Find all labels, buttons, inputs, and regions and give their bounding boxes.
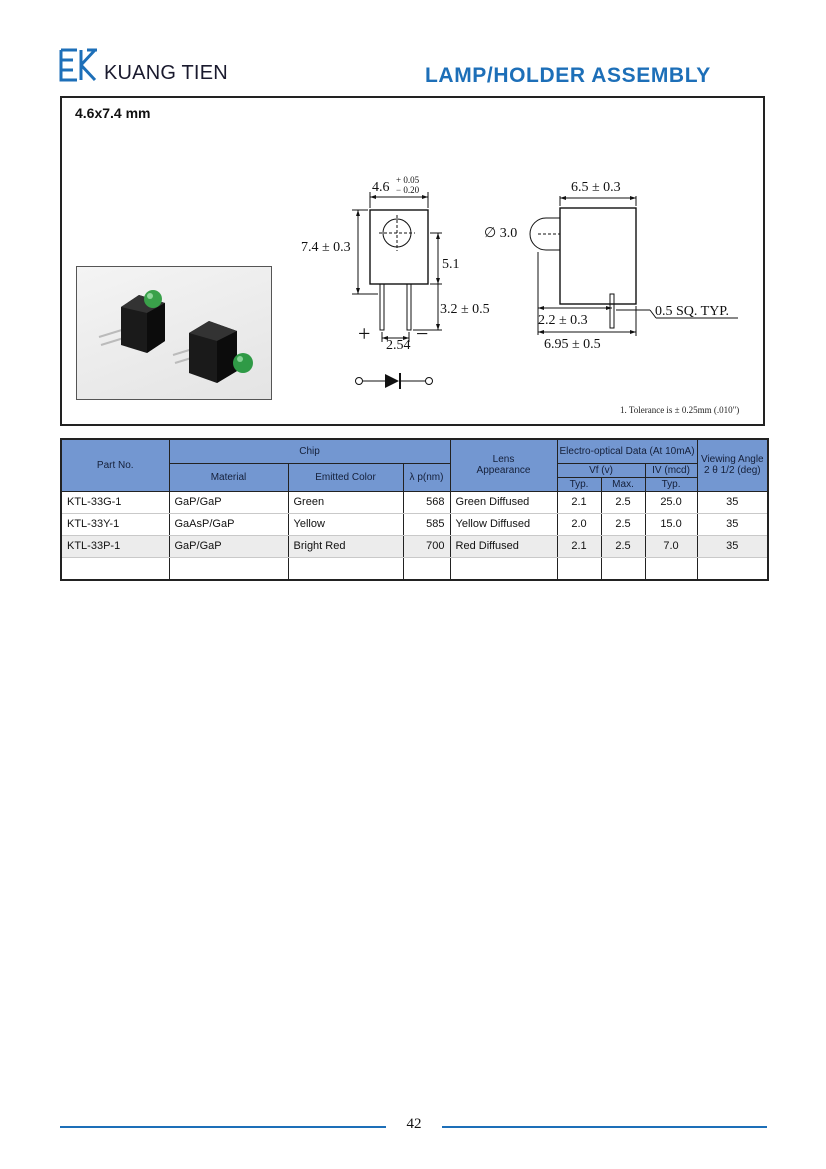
page-title: LAMP/HOLDER ASSEMBLY: [425, 64, 711, 87]
dim-pin-note: 0.5 SQ. TYP.: [655, 304, 730, 319]
dim-pin-length: 3.2 ± 0.5: [440, 302, 490, 317]
page-number: 42: [406, 1116, 422, 1132]
cell-vf-typ: 2.0: [557, 513, 601, 535]
cell-lens: Green Diffused: [450, 491, 557, 513]
cell-iv-typ: 7.0: [645, 535, 697, 557]
footer-rule-right: [442, 1126, 767, 1128]
cell-material: GaAsP/GaP: [169, 513, 288, 535]
brand-name: KUANG TIEN: [104, 62, 228, 84]
cell-iv-typ: 15.0: [645, 513, 697, 535]
cell-wavelength: 700: [403, 535, 450, 557]
dim-depth: 6.5 ± 0.3: [571, 180, 621, 195]
holder-right-image: [173, 321, 253, 383]
header-electro-optical: Electro-optical Data (At 10mA): [557, 439, 697, 463]
header-viewing-angle: [697, 439, 768, 491]
polarity-plus: +: [358, 321, 371, 346]
dim-width-tol-minus: − 0.20: [396, 185, 420, 195]
holder-left-image: [99, 290, 165, 353]
kuang-tien-logo-icon: [59, 47, 99, 83]
cell-lens: Red Diffused: [450, 535, 557, 557]
cell-vf-max: 2.5: [601, 491, 645, 513]
cell-angle: 35: [697, 535, 768, 557]
cell-wavelength: 585: [403, 513, 450, 535]
table-row: [61, 491, 768, 513]
dimension-drawing: [290, 170, 760, 400]
cell-iv-typ: 25.0: [645, 491, 697, 513]
dim-lens-diameter: ∅ 3.0: [484, 226, 518, 241]
header-chip: Chip: [169, 439, 450, 463]
cell-material: GaP/GaP: [169, 535, 288, 557]
header-wavelength: λ p(nm): [403, 463, 450, 491]
dim-width-tol-plus: + 0.05: [396, 175, 420, 185]
header-lens-line2: Appearance: [476, 465, 531, 477]
header-vf-max: Max.: [601, 477, 645, 491]
cell-color: Bright Red: [288, 535, 403, 557]
header-vf: Vf (v): [557, 463, 645, 477]
cell-vf-max: 2.5: [601, 535, 645, 557]
header-iv: IV (mcd): [645, 463, 697, 477]
dim-center: 5.1: [442, 257, 460, 272]
header-lens: [450, 439, 557, 491]
cell-material: GaP/GaP: [169, 491, 288, 513]
cell-part: KTL-33G-1: [61, 491, 169, 513]
diode-symbol-icon: [355, 370, 435, 392]
dim-pitch: 2.54: [386, 338, 411, 353]
cell-angle: 35: [697, 491, 768, 513]
tolerance-note: 1. Tolerance is ± 0.25mm (.010"): [620, 405, 740, 415]
cell-part: KTL-33P-1: [61, 535, 169, 557]
dim-width: 4.6: [372, 180, 390, 195]
spec-table: [60, 438, 769, 581]
table-row: [61, 535, 768, 557]
cell-color: Yellow: [288, 513, 403, 535]
polarity-minus: −: [416, 321, 429, 346]
dim-height: 7.4 ± 0.3: [301, 240, 351, 255]
cell-lens: Yellow Diffused: [450, 513, 557, 535]
header-lens-line1: Lens: [492, 454, 515, 466]
header-vf-typ: Typ.: [557, 477, 601, 491]
header-emitted-color: Emitted Color: [288, 463, 403, 491]
dim-overall: 6.95 ± 0.5: [544, 337, 601, 352]
header-part-no: Part No.: [61, 439, 169, 491]
dim-pin-offset: 2.2 ± 0.3: [538, 313, 588, 328]
header-material: Material: [169, 463, 288, 491]
footer-rule-left: [60, 1126, 386, 1128]
cell-wavelength: 568: [403, 491, 450, 513]
package-size-label: 4.6x7.4 mm: [75, 105, 151, 121]
cell-angle: 35: [697, 513, 768, 535]
table-row-empty: [61, 557, 768, 580]
header-iv-typ: Typ.: [645, 477, 697, 491]
cell-vf-typ: 2.1: [557, 535, 601, 557]
header-viewing-line1: Viewing Angle: [700, 454, 764, 466]
product-photo: [76, 266, 272, 400]
cell-vf-typ: 2.1: [557, 491, 601, 513]
header-viewing-line2: 2 θ 1/2 (deg): [703, 465, 761, 477]
cell-part: KTL-33Y-1: [61, 513, 169, 535]
cell-color: Green: [288, 491, 403, 513]
cell-vf-max: 2.5: [601, 513, 645, 535]
table-row: [61, 513, 768, 535]
